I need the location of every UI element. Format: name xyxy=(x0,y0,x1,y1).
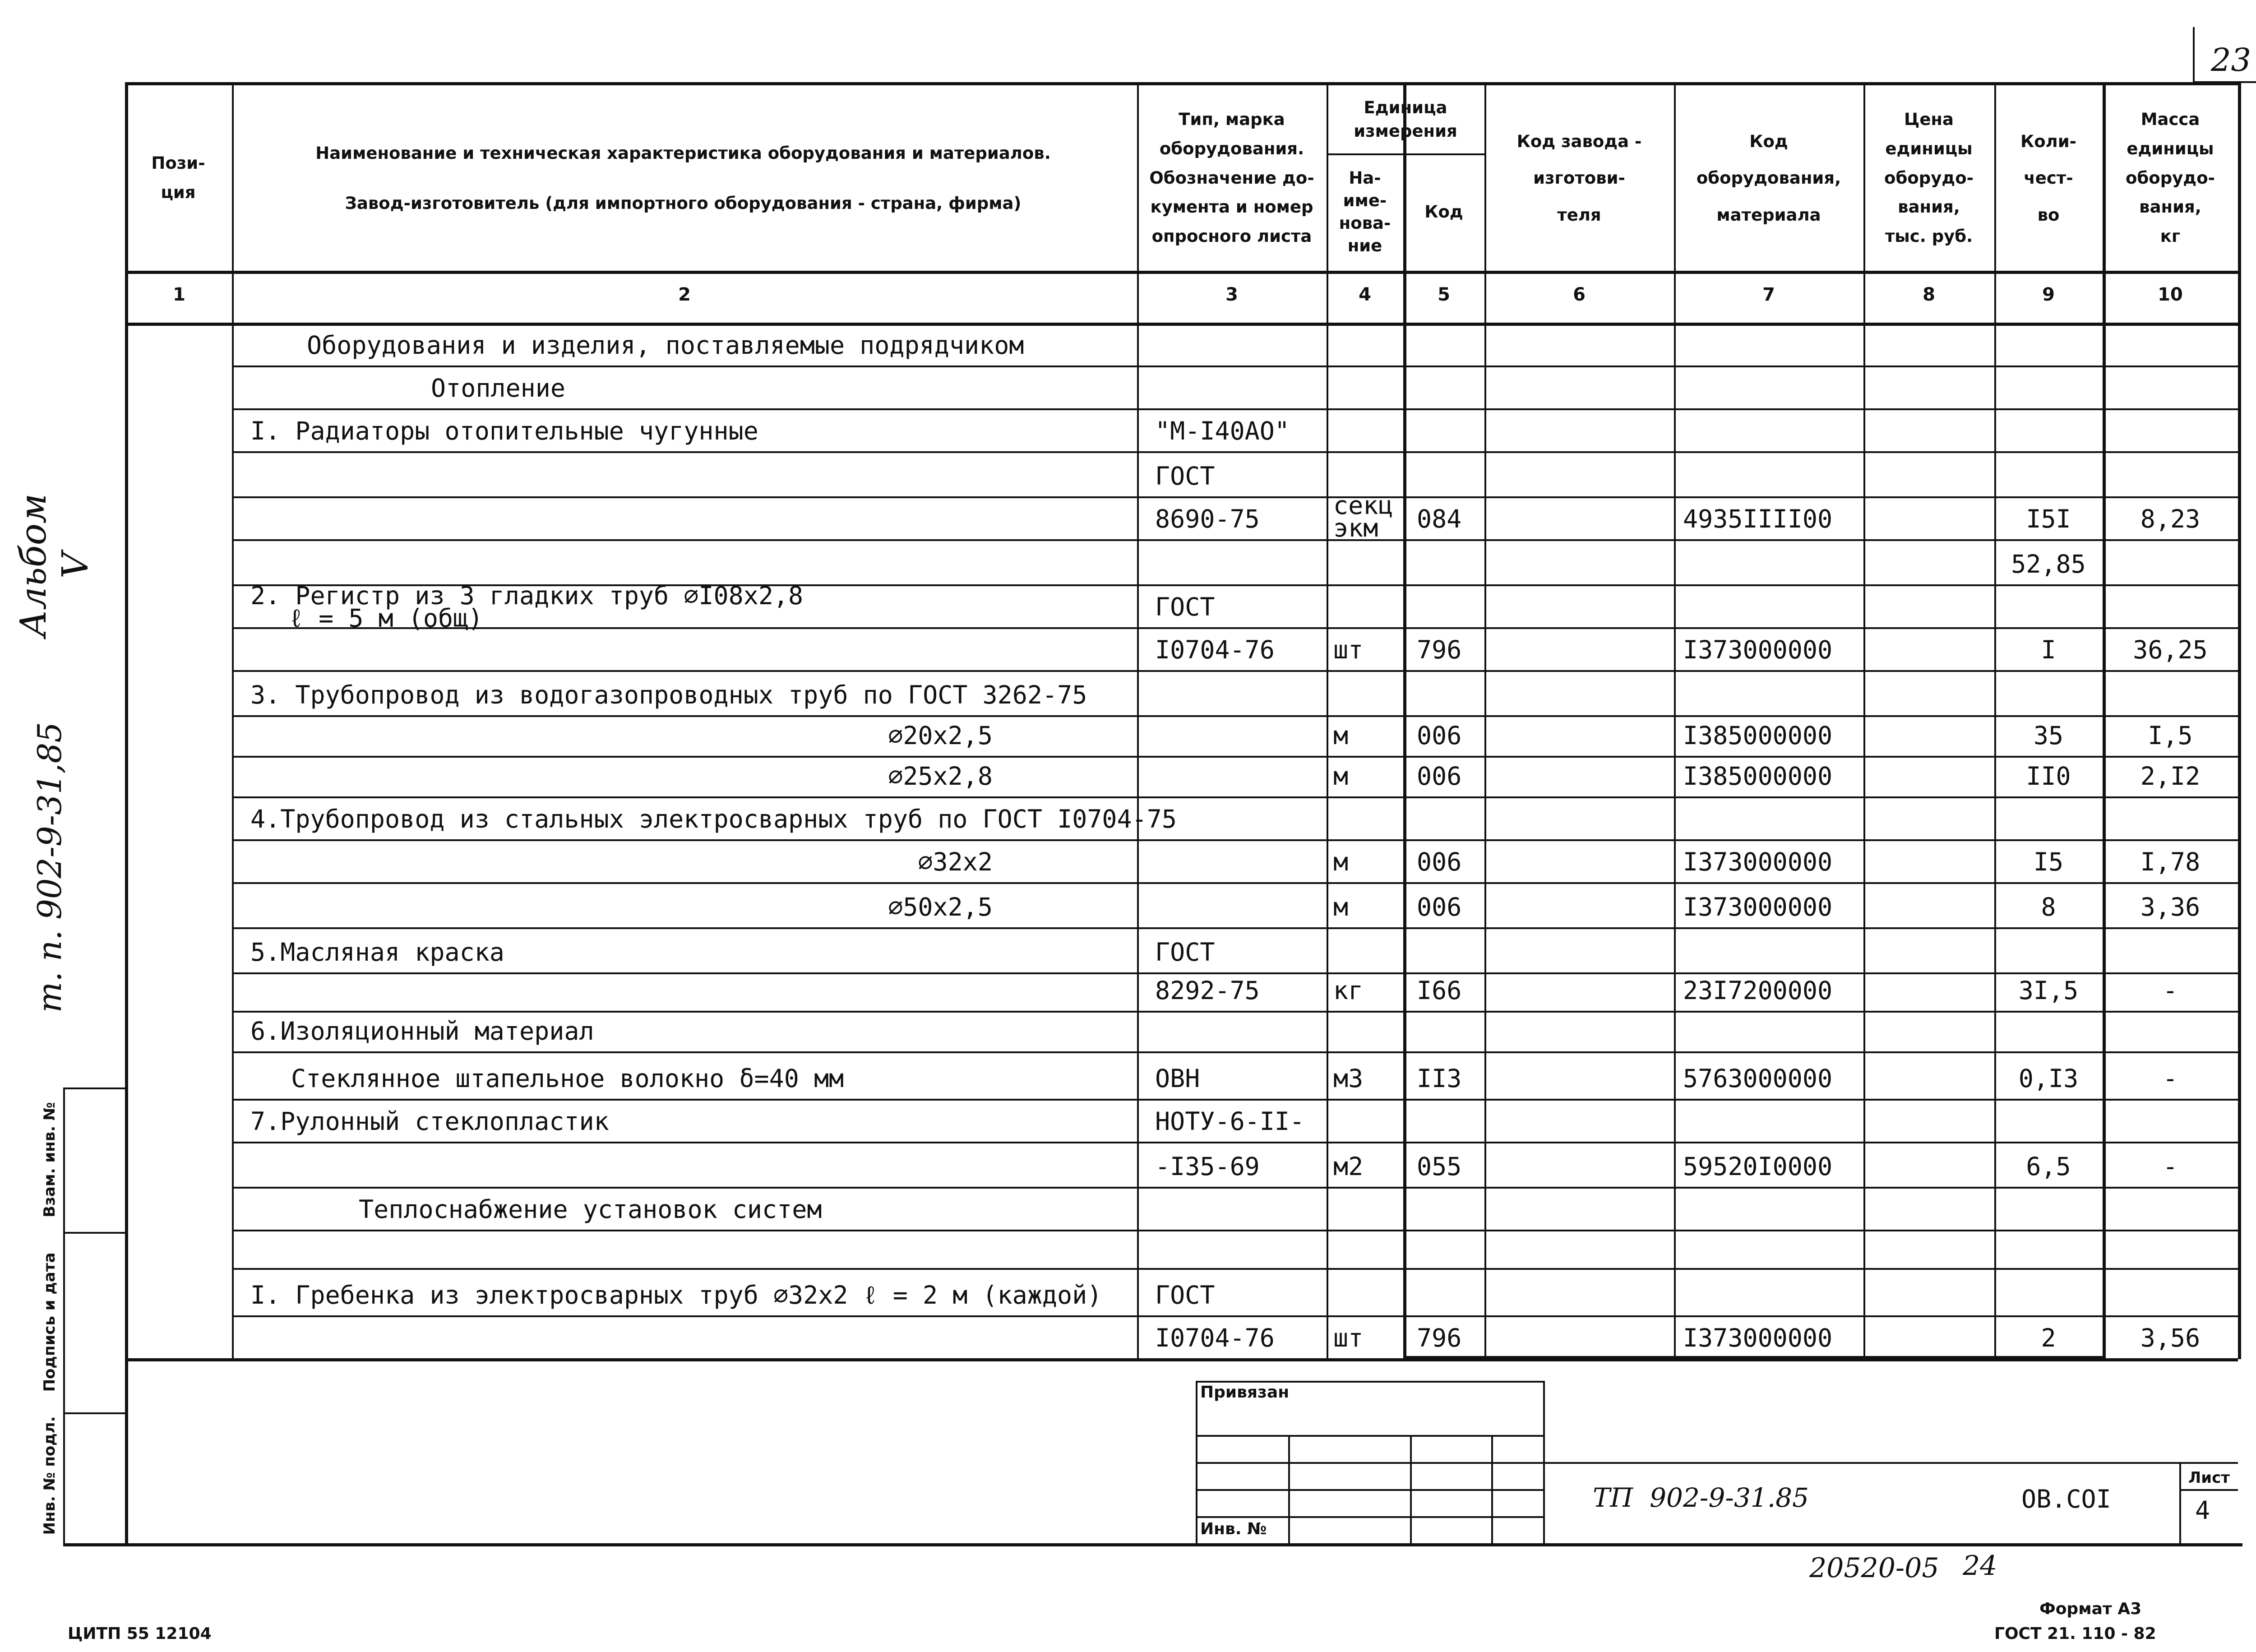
item-type-doc: ГОСТ xyxy=(1155,938,1215,967)
unit-name: кг xyxy=(1333,976,1364,1005)
item-name: Стеклянное штапельное волокно δ=40 мм xyxy=(291,1064,844,1093)
header-quantity: Коли- чест- во xyxy=(2020,131,2077,225)
unit-name: м xyxy=(1333,721,1349,750)
sign-date-label: Подпись и дата xyxy=(41,1252,59,1392)
sheet-label: Лист xyxy=(2188,1469,2230,1487)
unit-code: II3 xyxy=(1417,1064,1462,1093)
doc-mark: ОВ.СОI xyxy=(2021,1485,2111,1513)
mass: - xyxy=(2163,1152,2178,1181)
unit-code: I66 xyxy=(1417,976,1462,1005)
material-code: I373000000 xyxy=(1683,635,1833,664)
item-name: 7.Рулонный стеклопластик xyxy=(250,1107,609,1136)
left-code: ЦИТП 55 12104 xyxy=(68,1624,212,1643)
item-type-doc: ГОСТ xyxy=(1155,1281,1215,1310)
mass: 3,56 xyxy=(2140,1323,2201,1352)
item-type-doc: I0704-76 xyxy=(1155,1323,1275,1352)
column-number: 10 xyxy=(2158,284,2183,305)
item-name-detail: ℓ = 5 м (общ) xyxy=(289,604,483,633)
material-code: I373000000 xyxy=(1683,1323,1833,1352)
mass: 3,36 xyxy=(2140,893,2201,921)
inv-vzam-label: Взам. инв. № xyxy=(41,1102,59,1217)
unit-name: шт xyxy=(1333,635,1364,664)
handwritten-page: 24 xyxy=(1963,1550,1997,1582)
unit-name: м xyxy=(1333,893,1349,921)
column-number: 6 xyxy=(1573,284,1586,305)
album-label: Альбом V xyxy=(12,493,96,638)
item-type-doc: 8292-75 xyxy=(1155,976,1260,1005)
unit-code: 006 xyxy=(1417,762,1462,791)
item-type-doc: I0704-76 xyxy=(1155,635,1275,664)
header-price: Цена единицы оборудо- вания, тыс. руб. xyxy=(1884,110,1974,246)
mass: - xyxy=(2163,1064,2178,1093)
item-name: 6.Изоляционный материал xyxy=(250,1017,594,1046)
header-mass: Масса единицы оборудо- вания, кг xyxy=(2126,110,2215,246)
item-name: 3. Трубопровод из водогазопроводных труб по ГОСТ 3262-75 xyxy=(250,680,1087,709)
quantity: 52,85 xyxy=(2011,550,2086,578)
quantity: I5I xyxy=(2026,504,2071,533)
item-name: I. Гребенка из электросварных труб ∅32х2 ℓ = 2 м (каждой) xyxy=(250,1281,1102,1310)
unit-name: секц xyxy=(1333,491,1393,520)
material-code: 23I7200000 xyxy=(1683,976,1833,1005)
unit-name: шт xyxy=(1333,1323,1364,1352)
quantity: II0 xyxy=(2026,762,2071,791)
quantity: 35 xyxy=(2033,721,2064,750)
unit-code: 006 xyxy=(1417,721,1462,750)
unit-code: 055 xyxy=(1417,1152,1462,1181)
item-name: Теплоснабжение установок систем xyxy=(359,1195,822,1224)
mass: 36,25 xyxy=(2133,635,2208,664)
header-unit-group: Единица измерения xyxy=(1354,98,1457,141)
quantity: 8 xyxy=(2041,893,2056,921)
column-number: 1 xyxy=(173,284,185,305)
quantity: 0,I3 xyxy=(2018,1064,2079,1093)
header-type: Тип, марка оборудования. Обозначение до- кумента и номер опросного листа xyxy=(1149,110,1314,246)
item-name: ∅20х2,5 xyxy=(888,721,993,750)
material-code: I385000000 xyxy=(1683,721,1833,750)
material-code: I373000000 xyxy=(1683,893,1833,921)
page-corner-number: 23 xyxy=(2211,42,2251,79)
item-type-doc: НОТУ-6-II- xyxy=(1155,1107,1305,1136)
sheet-number: 4 xyxy=(2195,1496,2210,1525)
item-name: Отопление xyxy=(431,374,566,403)
item-type-doc: -I35-69 xyxy=(1155,1152,1260,1181)
item-name: ∅25х2,8 xyxy=(888,762,993,791)
item-type-doc: ОВН xyxy=(1155,1064,1200,1093)
column-number: 7 xyxy=(1762,284,1775,305)
column-number: 4 xyxy=(1359,284,1371,305)
quantity: I xyxy=(2041,635,2056,664)
mass: - xyxy=(2163,976,2178,1005)
unit-code: 006 xyxy=(1417,893,1462,921)
header-factory-code: Код завода - изготови- теля xyxy=(1516,131,1642,225)
item-type-doc: ГОСТ xyxy=(1155,592,1215,621)
column-number: 9 xyxy=(2042,284,2055,305)
mass: I,5 xyxy=(2148,721,2193,750)
item-type-doc: 8690-75 xyxy=(1155,504,1260,533)
header-name: Наименование и техническая характеристика оборудования и материалов. Завод-изготовитель (для импортного оборудования - страна, фирма) xyxy=(315,143,1051,213)
unit-name: м2 xyxy=(1333,1152,1364,1181)
unit-code: 084 xyxy=(1417,504,1462,533)
unit-code: 796 xyxy=(1417,635,1462,664)
item-name: 4.Трубопровод из стальных электросварных труб по ГОСТ I0704-75 xyxy=(250,805,1177,833)
item-name: ∅32х2 xyxy=(918,847,993,876)
mass: 2,I2 xyxy=(2140,762,2201,791)
item-name: Оборудования и изделия, поставляемые подрядчиком xyxy=(307,331,1024,360)
quantity: 3I,5 xyxy=(2018,976,2079,1005)
material-code: 5763000000 xyxy=(1683,1064,1833,1093)
item-name: I. Радиаторы отопительные чугунные xyxy=(250,416,758,445)
privyazan-label: Привязан xyxy=(1200,1383,1290,1402)
inv-podl-label: Инв. № подл. xyxy=(41,1416,59,1535)
material-code: 4935IIII00 xyxy=(1683,504,1833,533)
item-name: 2. Регистр из 3 гладких труб ∅I08х2,8 xyxy=(250,581,804,610)
item-name: ∅50х2,5 xyxy=(888,893,993,921)
material-code: I373000000 xyxy=(1683,847,1833,876)
unit-code: 796 xyxy=(1417,1323,1462,1352)
handwritten-number: 20520-05 xyxy=(1809,1552,1939,1584)
material-code: 59520I0000 xyxy=(1683,1152,1833,1181)
header-unit-name: На- име- нова- ние xyxy=(1339,168,1391,255)
header-unit-code: Код xyxy=(1424,202,1463,222)
item-type-doc: ГОСТ xyxy=(1155,462,1215,491)
unit-name: м3 xyxy=(1333,1064,1364,1093)
unit-name-2: экм xyxy=(1333,514,1378,542)
item-type-doc: "М-I40АО" xyxy=(1155,416,1290,445)
inv-no-label: Инв. № xyxy=(1200,1520,1267,1538)
column-number: 8 xyxy=(1923,284,1935,305)
material-code: I385000000 xyxy=(1683,762,1833,791)
unit-name: м xyxy=(1333,762,1349,791)
mass: 8,23 xyxy=(2140,504,2201,533)
quantity: I5 xyxy=(2033,847,2064,876)
format-label: Формат А3 xyxy=(2039,1600,2142,1618)
column-number: 3 xyxy=(1225,284,1238,305)
project-label: т. п. 902-9-31,85 xyxy=(31,722,69,1013)
doc-code: ТП 902-9-31.85 xyxy=(1593,1482,1809,1513)
quantity: 2 xyxy=(2041,1323,2056,1352)
unit-name: м xyxy=(1333,847,1349,876)
gost-label: ГОСТ 21. 110 - 82 xyxy=(1994,1624,2156,1643)
header-material-code: Код оборудования, материала xyxy=(1696,131,1841,225)
column-number: 5 xyxy=(1438,284,1450,305)
mass: I,78 xyxy=(2140,847,2201,876)
column-number: 2 xyxy=(678,284,691,305)
quantity: 6,5 xyxy=(2026,1152,2071,1181)
header-position: Пози- ция xyxy=(151,153,205,202)
unit-code: 006 xyxy=(1417,847,1462,876)
item-name: 5.Масляная краска xyxy=(250,938,504,967)
